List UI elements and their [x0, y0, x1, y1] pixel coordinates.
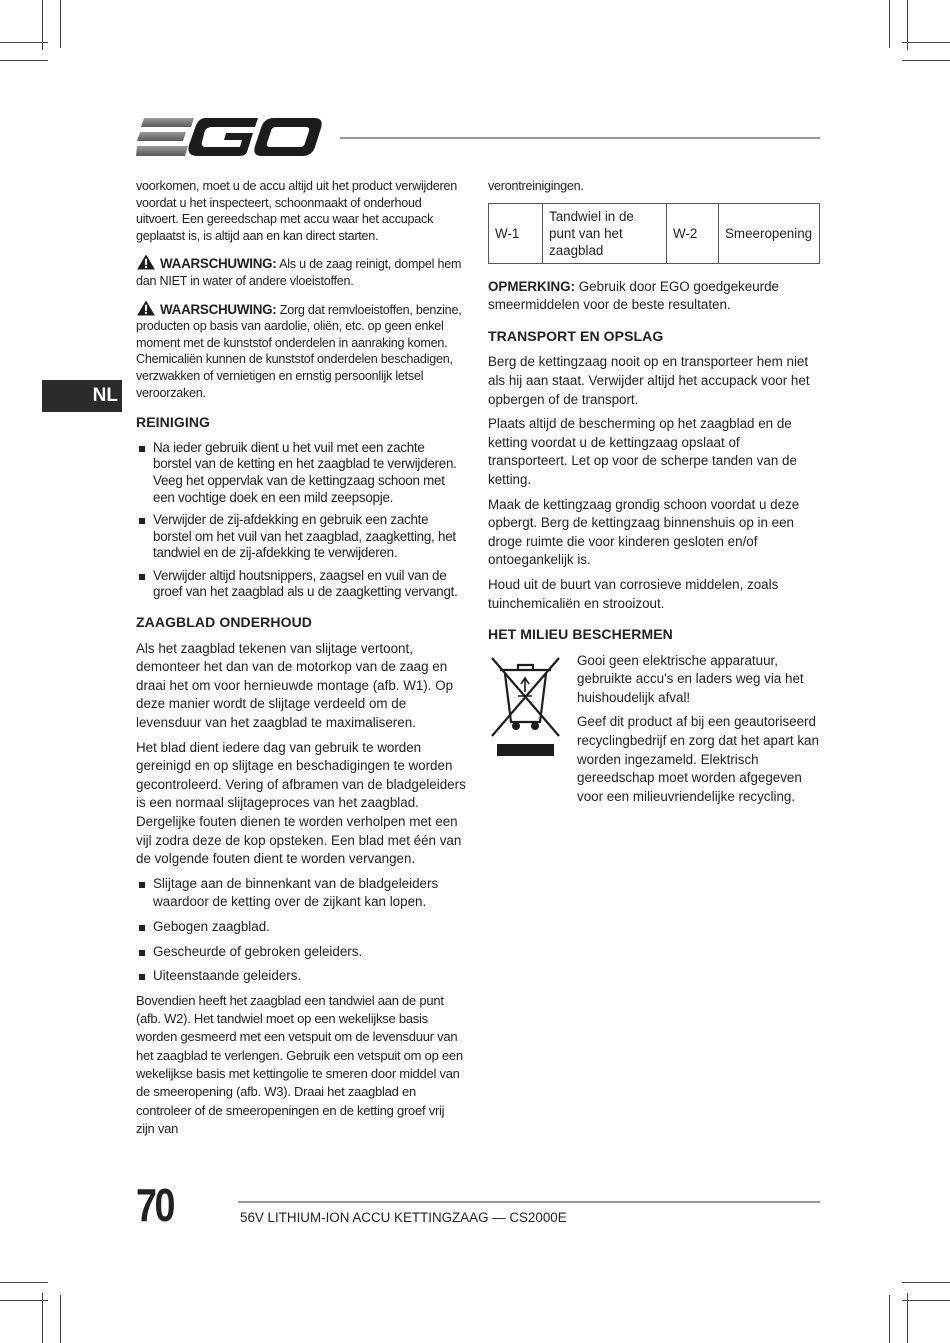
list-item: Slijtage aan de binnenkant van de bladgeleiders waardoor de ketting over de zijkant kan lopen. [136, 875, 466, 912]
note-paragraph [488, 278, 820, 315]
table-row [489, 203, 820, 263]
right-column [488, 178, 820, 812]
crop-mark [889, 0, 890, 48]
warning-label: WAARSCHUWING: [160, 256, 277, 272]
warning-1 [136, 254, 466, 289]
warning-triangle-icon [136, 300, 156, 316]
transport-paragraph: Berg de kettingzaag nooit op en transporteer hem niet als hij aan staat. Verwijder altijd het accupack voor het opbergen of de transport. [488, 354, 810, 407]
environment-paragraph-2: Geef dit product af bij een geautoriseerd recyclingbedrijf en zorg dat het apart kan worden ingezameld. Elektrisch gereedschap moet worden afgegeven voor een milieuvriendelijke recycling. [577, 714, 819, 804]
list-item: Na ieder gebruik dient u het vuil met een zachte borstel van de ketting en het zaagblad te verwijderen. Veeg het oppervlak van de kettingzaag schoon met een vochtige doek en een mild zeepsopje. [136, 440, 466, 506]
crop-mark [889, 1295, 890, 1343]
table-cell-code: W-1 [489, 203, 543, 263]
crop-mark [60, 0, 61, 48]
transport-paragraph: Plaats altijd de bescherming op het zaagblad en de ketting voordat u de kettingzaag opslaat of transporteert. Let op voor de scherpe tanden van de ketting. [488, 416, 797, 487]
warning-text: Als u de zaag reinigt, dompel hem dan NIET in water of andere vloeistoffen. [136, 257, 462, 288]
cleaning-list [136, 440, 466, 601]
transport-paragraph: Houd uit de buurt van corrosieve middelen, zoals tuinchemicaliën en strooizout. [488, 576, 779, 611]
header-rule [340, 137, 820, 139]
crop-mark [902, 42, 950, 43]
warning-text: Zorg dat remvloeistoffen, benzine, producten op basis van aardolie, oliën, etc. op geen enkel moment met de kunststof onderdelen in aanraking komen. Chemicaliën kunnen de kunststof onderdelen beschadigen, verzwakken of vernietigen en ernstig persoonlijk letsel veroorzaken. [136, 302, 462, 400]
table-cell-code: W-2 [667, 203, 719, 263]
continuation-text: verontreinigingen. [488, 179, 584, 193]
transport-heading: TRANSPORT EN OPSLAG [488, 327, 664, 344]
parts-table [488, 203, 820, 264]
maintenance-paragraph-3: Bovendien heeft het zaagblad een tandwiel aan de punt (afb. W2). Het tandwiel moet op een wekelijkse basis worden gesmeerd met een vetspuit om de levensduur van het zaagblad te verlengen. Gebruik een vetspuit om op een wekelijkse basis met kettingolie te smeren door middel van de smeeropening (afb. W3). Draai het zaagblad en controleer of de smeeropeningen en de ketting groef vrij zijn van [136, 992, 463, 1136]
list-item: Verwijder altijd houtsnippers, zaagsel en vuil van de groef van het zaagblad als u de zaagketting vervangt. [136, 568, 466, 601]
crossed-out-bin-icon [488, 652, 563, 767]
crop-mark [0, 1300, 48, 1301]
list-item: Gebogen zaagblad. [136, 918, 466, 937]
warning-label: WAARSCHUWING: [160, 301, 277, 317]
environment-paragraph-1: Gooi geen elektrische apparatuur, gebruikte accu's en laders weg via het huishoudelijk afval! [577, 652, 804, 705]
footer-title: 56V LITHIUM-ION ACCU KETTINGZAAG — CS2000E [240, 1210, 567, 1225]
transport-paragraph: Maak de kettingzaag grondig schoon voordat u deze opbergt. Berg de kettingzaag binnenshuis op in een droge ruimte die voor kinderen gesloten en/of ontoegankelijk is. [488, 496, 800, 568]
list-item: Uiteenstaande geleiders. [136, 967, 466, 986]
warning-2 [136, 300, 466, 402]
table-cell-label: Tandwiel in de punt van het zaagblad [543, 203, 667, 263]
footer-rule [238, 1201, 820, 1203]
crop-mark [0, 60, 48, 61]
crop-mark [902, 1282, 950, 1283]
maintenance-list [136, 875, 466, 986]
language-tab: NL [42, 380, 122, 412]
table-cell-label: Smeeropening [719, 203, 820, 263]
environment-heading: HET MILIEU BESCHERMEN [488, 626, 673, 643]
maintenance-paragraph-1: Als het zaagblad tekenen van slijtage vertoont, demonteer het dan van de motorkop van de zaag en draai het om voor hernieuwde montage (afb. W1). Op deze manier wordt de slijtage verdeeld om de levensduur van het zaagblad te maximaliseren. [136, 640, 454, 731]
warning-triangle-icon [136, 254, 156, 270]
intro-paragraph: voorkomen, moet u de accu altijd uit het product verwijderen voordat u het inspecteert, schoonmaakt of onderhoud uitvoert. Een gereedschap met accu waar het accupack geplaatst is, is altijd aan en kan direct starten. [136, 179, 458, 243]
crop-mark [902, 1300, 950, 1301]
maintenance-heading: ZAAGBLAD ONDERHOUD [136, 614, 313, 631]
crop-mark [60, 1295, 61, 1343]
left-column [136, 178, 466, 1144]
note-text: Gebruik door EGO goedgekeurde smeermiddelen voor de beste resultaten. [488, 278, 780, 313]
ego-logo [136, 116, 322, 158]
note-label: OPMERKING: [488, 278, 576, 294]
environment-text [577, 652, 820, 813]
maintenance-paragraph-2: Het blad dient iedere dag van gebruik te worden gereinigd en op slijtage en beschadigingen te worden gecontroleerd. Vering of afbramen van de bladgeleiders is een normaal slijtageproces van het zaagblad. Dergelijke fouten dienen te worden verholpen met een vijl zodra deze de kop opsteken. Een blad met één van de volgende fouten dient te worden vervangen. [136, 739, 466, 867]
page-number: 70 [136, 1179, 174, 1231]
list-item: Verwijder de zij-afdekking en gebruik een zachte borstel om het vuil van het zaagblad, zaagketting, het tandwiel en de zij-afdekking te verwijderen. [136, 512, 466, 562]
crop-mark [902, 60, 950, 61]
cleaning-heading: REINIGING [136, 414, 211, 431]
crop-mark [0, 1282, 48, 1283]
list-item: Gescheurde of gebroken geleiders. [136, 943, 466, 962]
crop-mark [0, 42, 48, 43]
environment-section [488, 652, 820, 813]
